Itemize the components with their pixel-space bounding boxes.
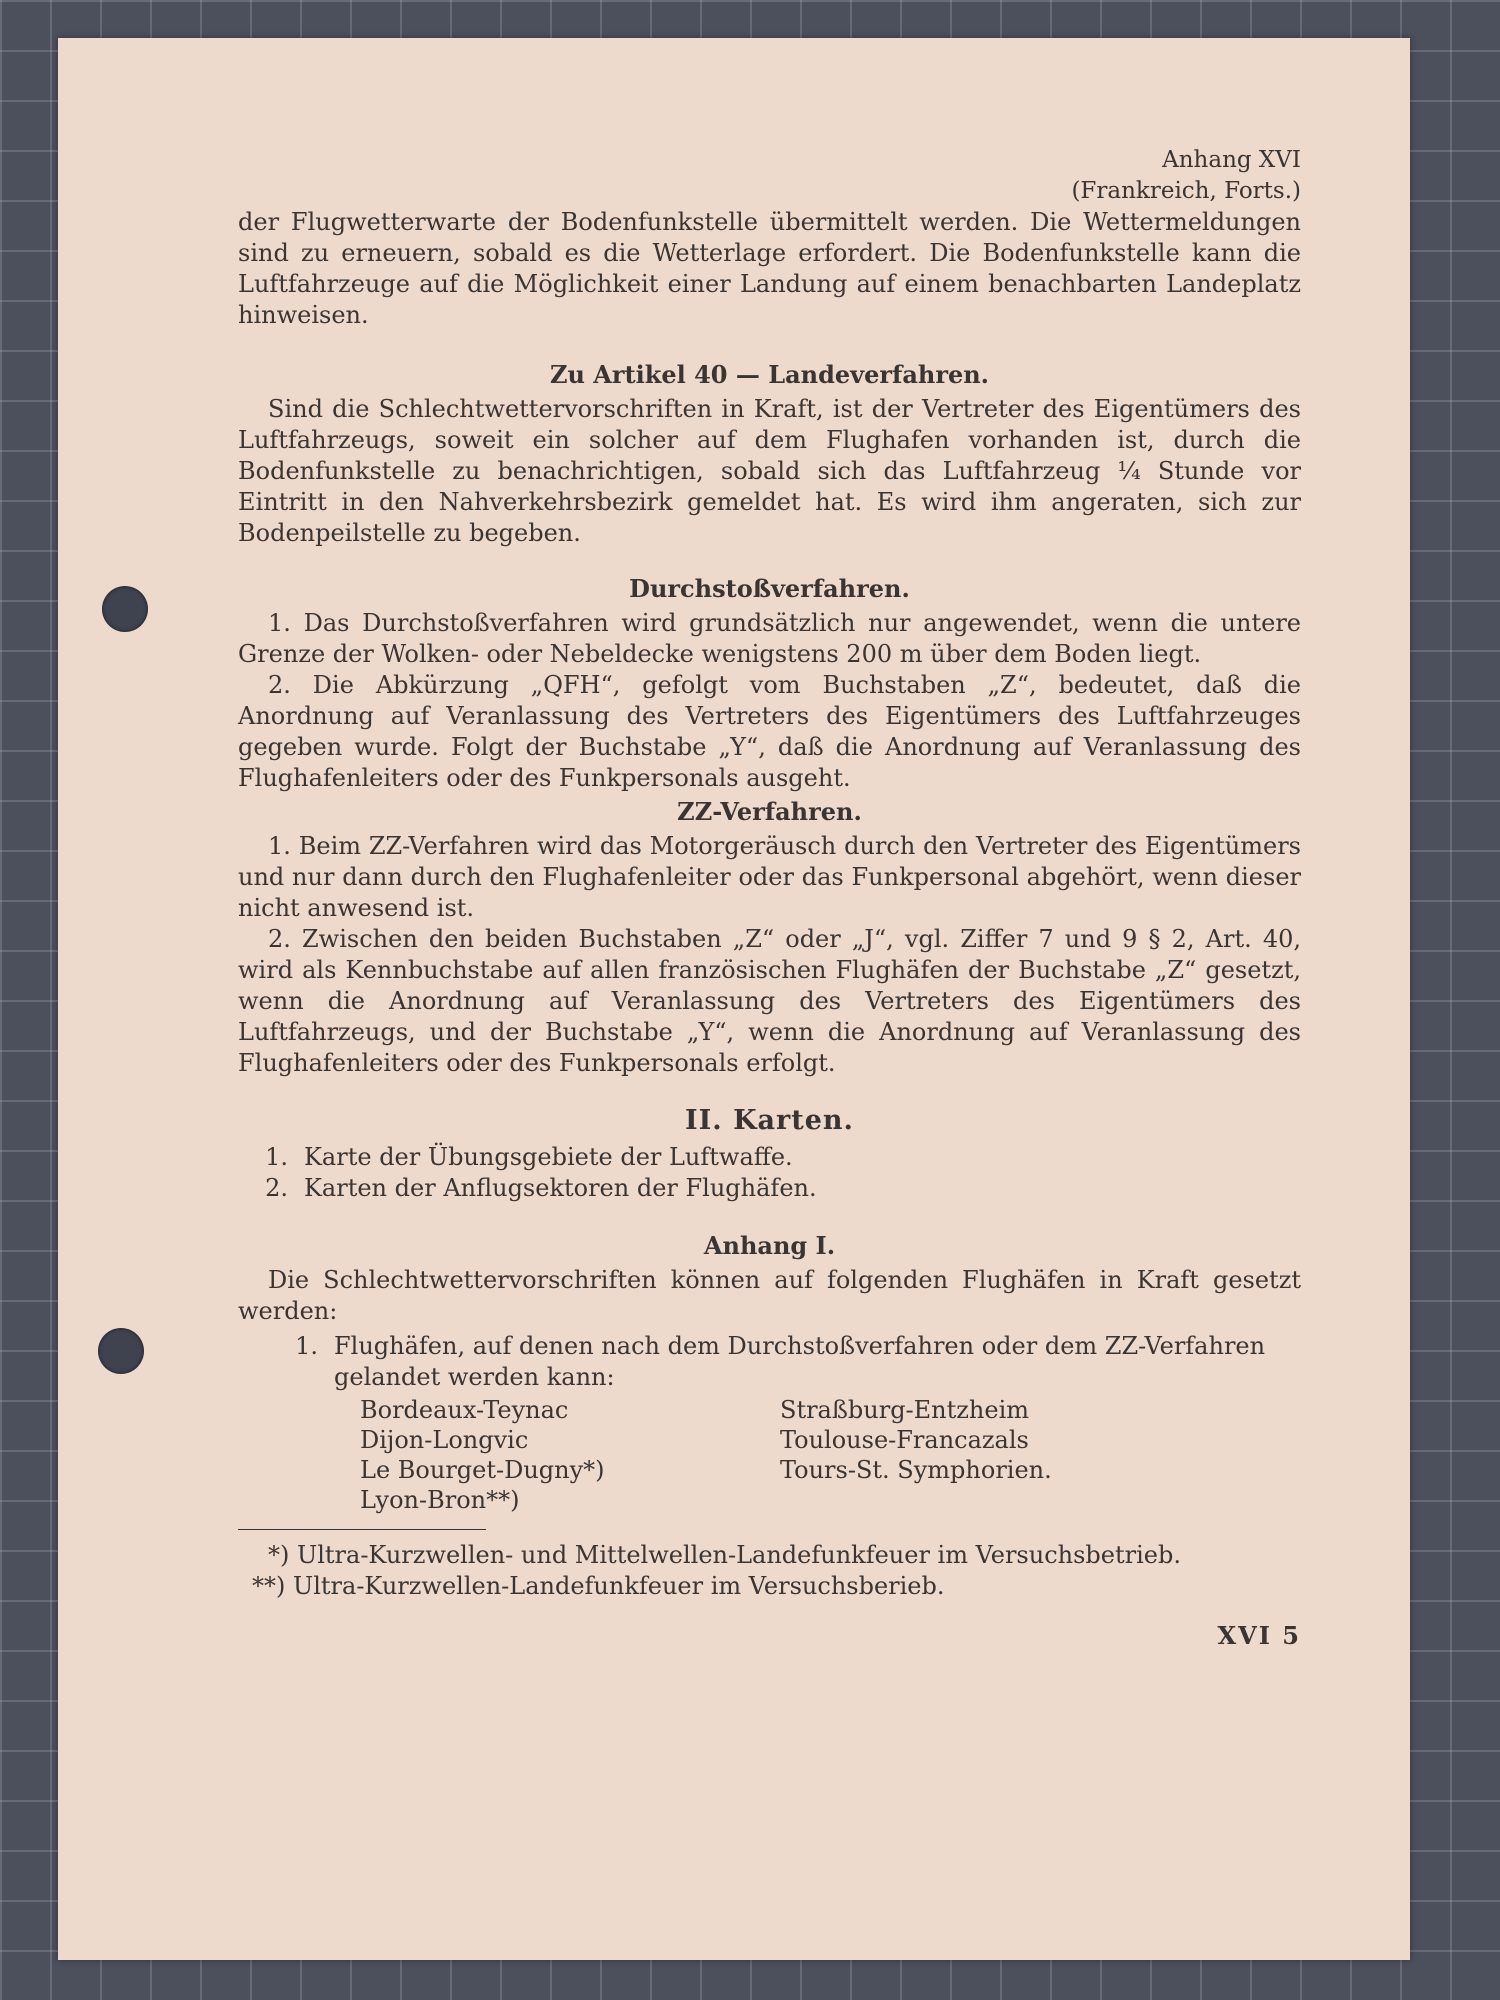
list-item-number: 1. — [295, 1332, 318, 1360]
list-item — [238, 1173, 1301, 1204]
punch-hole-upper — [102, 586, 148, 632]
list-item-number: 2. — [265, 1174, 288, 1202]
airport-column-left — [360, 1395, 780, 1515]
header-anhang: Anhang XVI — [1162, 147, 1301, 173]
page-number: XVI 5 — [1217, 1621, 1301, 1650]
anhang-1-list — [238, 1331, 1301, 1393]
list-item-text: Karten der Anflugsektoren der Flughäfen. — [304, 1174, 817, 1202]
footnote-1: *) Ultra-Kurzwellen- und Mittelwellen-Landefunkfeuer im Versuchsbetrieb. — [268, 1541, 1181, 1569]
zz-paragraph-2: 2. Zwischen den beiden Buchstaben „Z“ oder „J“, vgl. Ziffer 7 und 9 § 2, Art. 40, wird als Kennbuchstabe auf allen französischen Flughäfen der Buchstabe „Z“ gesetzt, wenn die Anordnung auf Veranlassung des Vertreters des Eigentümers des Luftfahrzeugs, und der Buchstabe „Y“, wenn die Anordnung auf Veranlassung des Flughafenleiters oder des Funkpersonals erfolgt. — [238, 925, 1301, 1077]
durchstoss-paragraph-2: 2. Die Abkürzung „QFH“, gefolgt vom Buchstaben „Z“, bedeutet, daß die Anordnung auf Veranlassung des Vertreters des Eigentümers des Luftfahrzeuges gegeben wurde. Folgt der Buchstabe „Y“, daß die Anordnung auf Veranlassung des Flughafenleiters oder des Funkpersonals ausgeht. — [238, 671, 1301, 792]
airport-name: Dijon-Longvic — [360, 1426, 529, 1454]
zz-paragraph-1: 1. Beim ZZ-Verfahren wird das Motorgeräusch durch den Vertreter des Eigentümers und nur dann durch den Flughafenleiter oder das Funkpersonal abgehört, wenn dieser nicht anwesend ist. — [238, 832, 1301, 922]
airport-name: Toulouse-Francazals — [780, 1426, 1029, 1454]
airport-name: Lyon-Bron**) — [360, 1486, 520, 1514]
punch-hole-lower — [98, 1328, 144, 1374]
header-country: (Frankreich, Forts.) — [1071, 178, 1301, 204]
intro-paragraph: der Flugwetterwarte der Bodenfunkstelle übermittelt werden. Die Wettermeldungen sind zu erneuern, sobald es die Wetterlage erfordert. Die Bodenfunkstelle kann die Luftfahrzeuge auf die Möglichkeit einer Landung auf einem benachbarten Landeplatz hinweisen. — [238, 208, 1301, 329]
list-item-text: Karte der Übungsgebiete der Luftwaffe. — [304, 1143, 793, 1171]
heading-artikel-40: Zu Artikel 40 — Landeverfahren. — [549, 360, 990, 389]
list-item — [238, 1331, 1301, 1393]
list-item-number: 1. — [265, 1143, 288, 1171]
heading-zz-verfahren: ZZ-Verfahren. — [677, 797, 862, 826]
durchstoss-paragraph-1: 1. Das Durchstoßverfahren wird grundsätzlich nur angewendet, wenn die untere Grenze der Wolken- oder Nebeldecke wenigstens 200 m über dem Boden liegt. — [238, 609, 1301, 668]
artikel-40-paragraph: Sind die Schlechtwettervorschriften in Kraft, ist der Vertreter des Eigentümers des Luftfahrzeugs, soweit ein solcher auf dem Flughafen vorhanden ist, durch die Bodenfunkstelle zu benachrichtigen, sobald sich das Luftfahrzeug ¼ Stunde vor Eintritt in den Nahverkehrsbezirk gemeldet hat. Es wird ihm angeraten, sich zur Bodenpeilstelle zu begeben. — [238, 395, 1301, 547]
airport-column-right — [780, 1395, 1200, 1515]
footnote-2: **) Ultra-Kurzwellen-Landefunkfeuer im Versuchsberieb. — [252, 1572, 945, 1600]
heading-anhang-1: Anhang I. — [703, 1231, 836, 1260]
list-item — [238, 1142, 1301, 1173]
page-content — [238, 145, 1301, 1651]
anhang-1-intro: Die Schlechtwettervorschriften können auf folgenden Flughäfen in Kraft gesetzt werden: — [238, 1266, 1301, 1325]
airport-name: Tours-St. Symphorien. — [780, 1456, 1052, 1484]
airport-name: Bordeaux-Teynac — [360, 1396, 569, 1424]
karten-list — [238, 1142, 1301, 1204]
airport-name: Le Bourget-Dugny*) — [360, 1456, 605, 1484]
footnote-divider — [238, 1529, 486, 1530]
heading-durchstossverfahren: Durchstoßverfahren. — [629, 574, 910, 603]
airport-name: Straßburg-Entzheim — [780, 1396, 1030, 1424]
airport-columns — [360, 1395, 1301, 1515]
list-item-text: Flughäfen, auf denen nach dem Durchstoßverfahren oder dem ZZ-Verfahren gelandet werden kann: — [334, 1332, 1266, 1391]
heading-karten: II. Karten. — [685, 1105, 854, 1136]
